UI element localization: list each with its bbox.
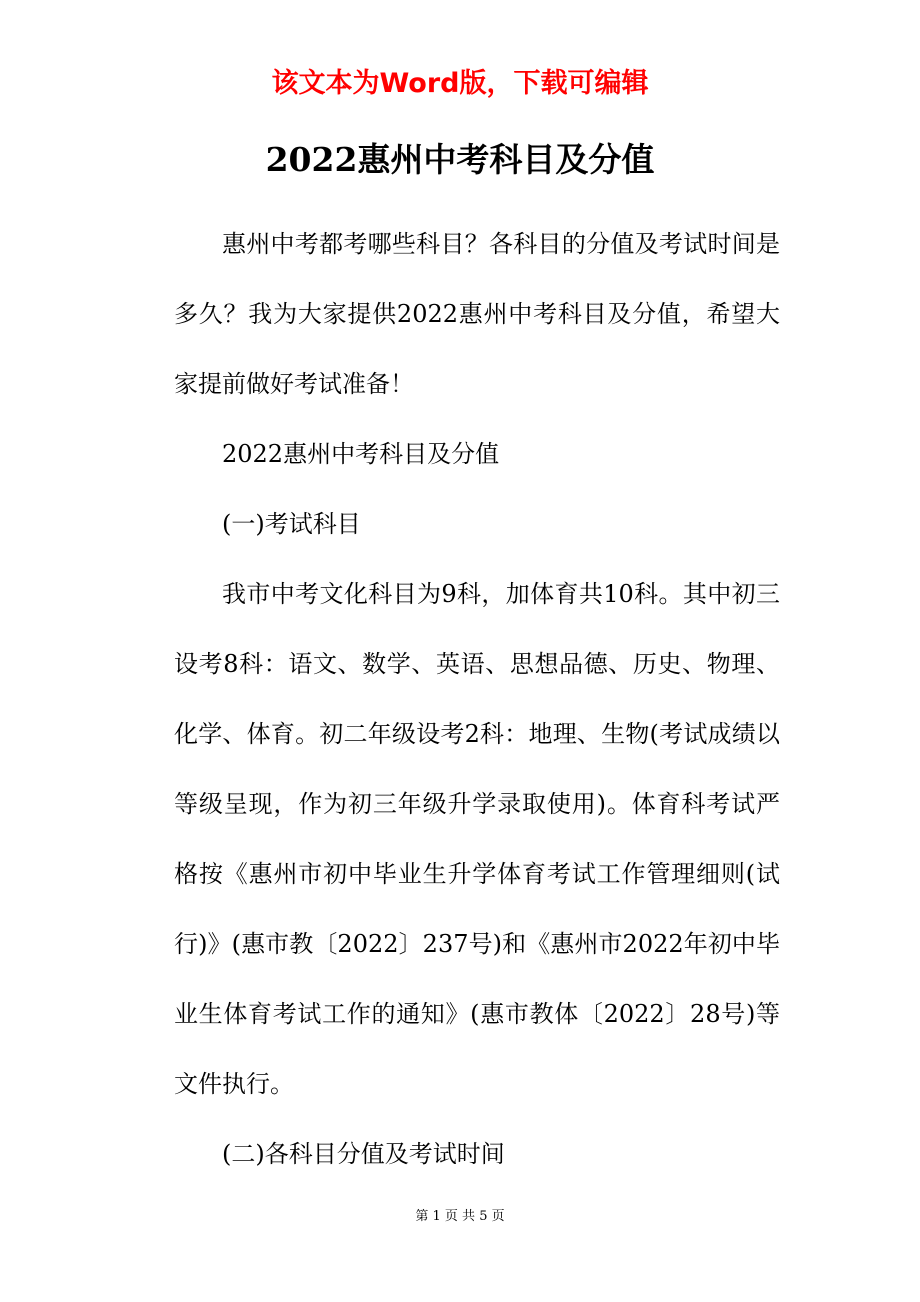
section-heading: 2022惠州中考科目及分值 [222,440,500,468]
subsection-heading-scores: (二)各科目分值及考试时间 [222,1140,505,1168]
subsection-heading-subjects: (一)考试科目 [222,510,361,538]
page-footer: 第 1 页 共 5 页 [415,1209,505,1224]
word-version-banner: 该文本为Word版，下载可编辑 [271,68,649,99]
page-title: 2022惠州中考科目及分值 [265,140,655,179]
intro-paragraph: 惠州中考都考哪些科目？各科目的分值及考试时间是多久？我为大家提供2022惠州中考科目及分值，希望大家提前做好考试准备！ [174,230,780,398]
document-body [174,209,780,1189]
subjects-paragraph: 我市中考文化科目为9科，加体育共10科。其中初三设考8科：语文、数学、英语、思想品德、历史、物理、化学、体育。初二年级设考2科：地理、生物(考试成绩以等级呈现，作为初三年级升学录取使用)。体育科考试严格按《惠州市初中毕业生升学体育考试工作管理细则(试行)》(惠市教〔2022〕237号)和《惠州市2022年初中毕业生体育考试工作的通知》(惠市教体〔2022〕28号)等文件执行。 [174,580,780,1098]
